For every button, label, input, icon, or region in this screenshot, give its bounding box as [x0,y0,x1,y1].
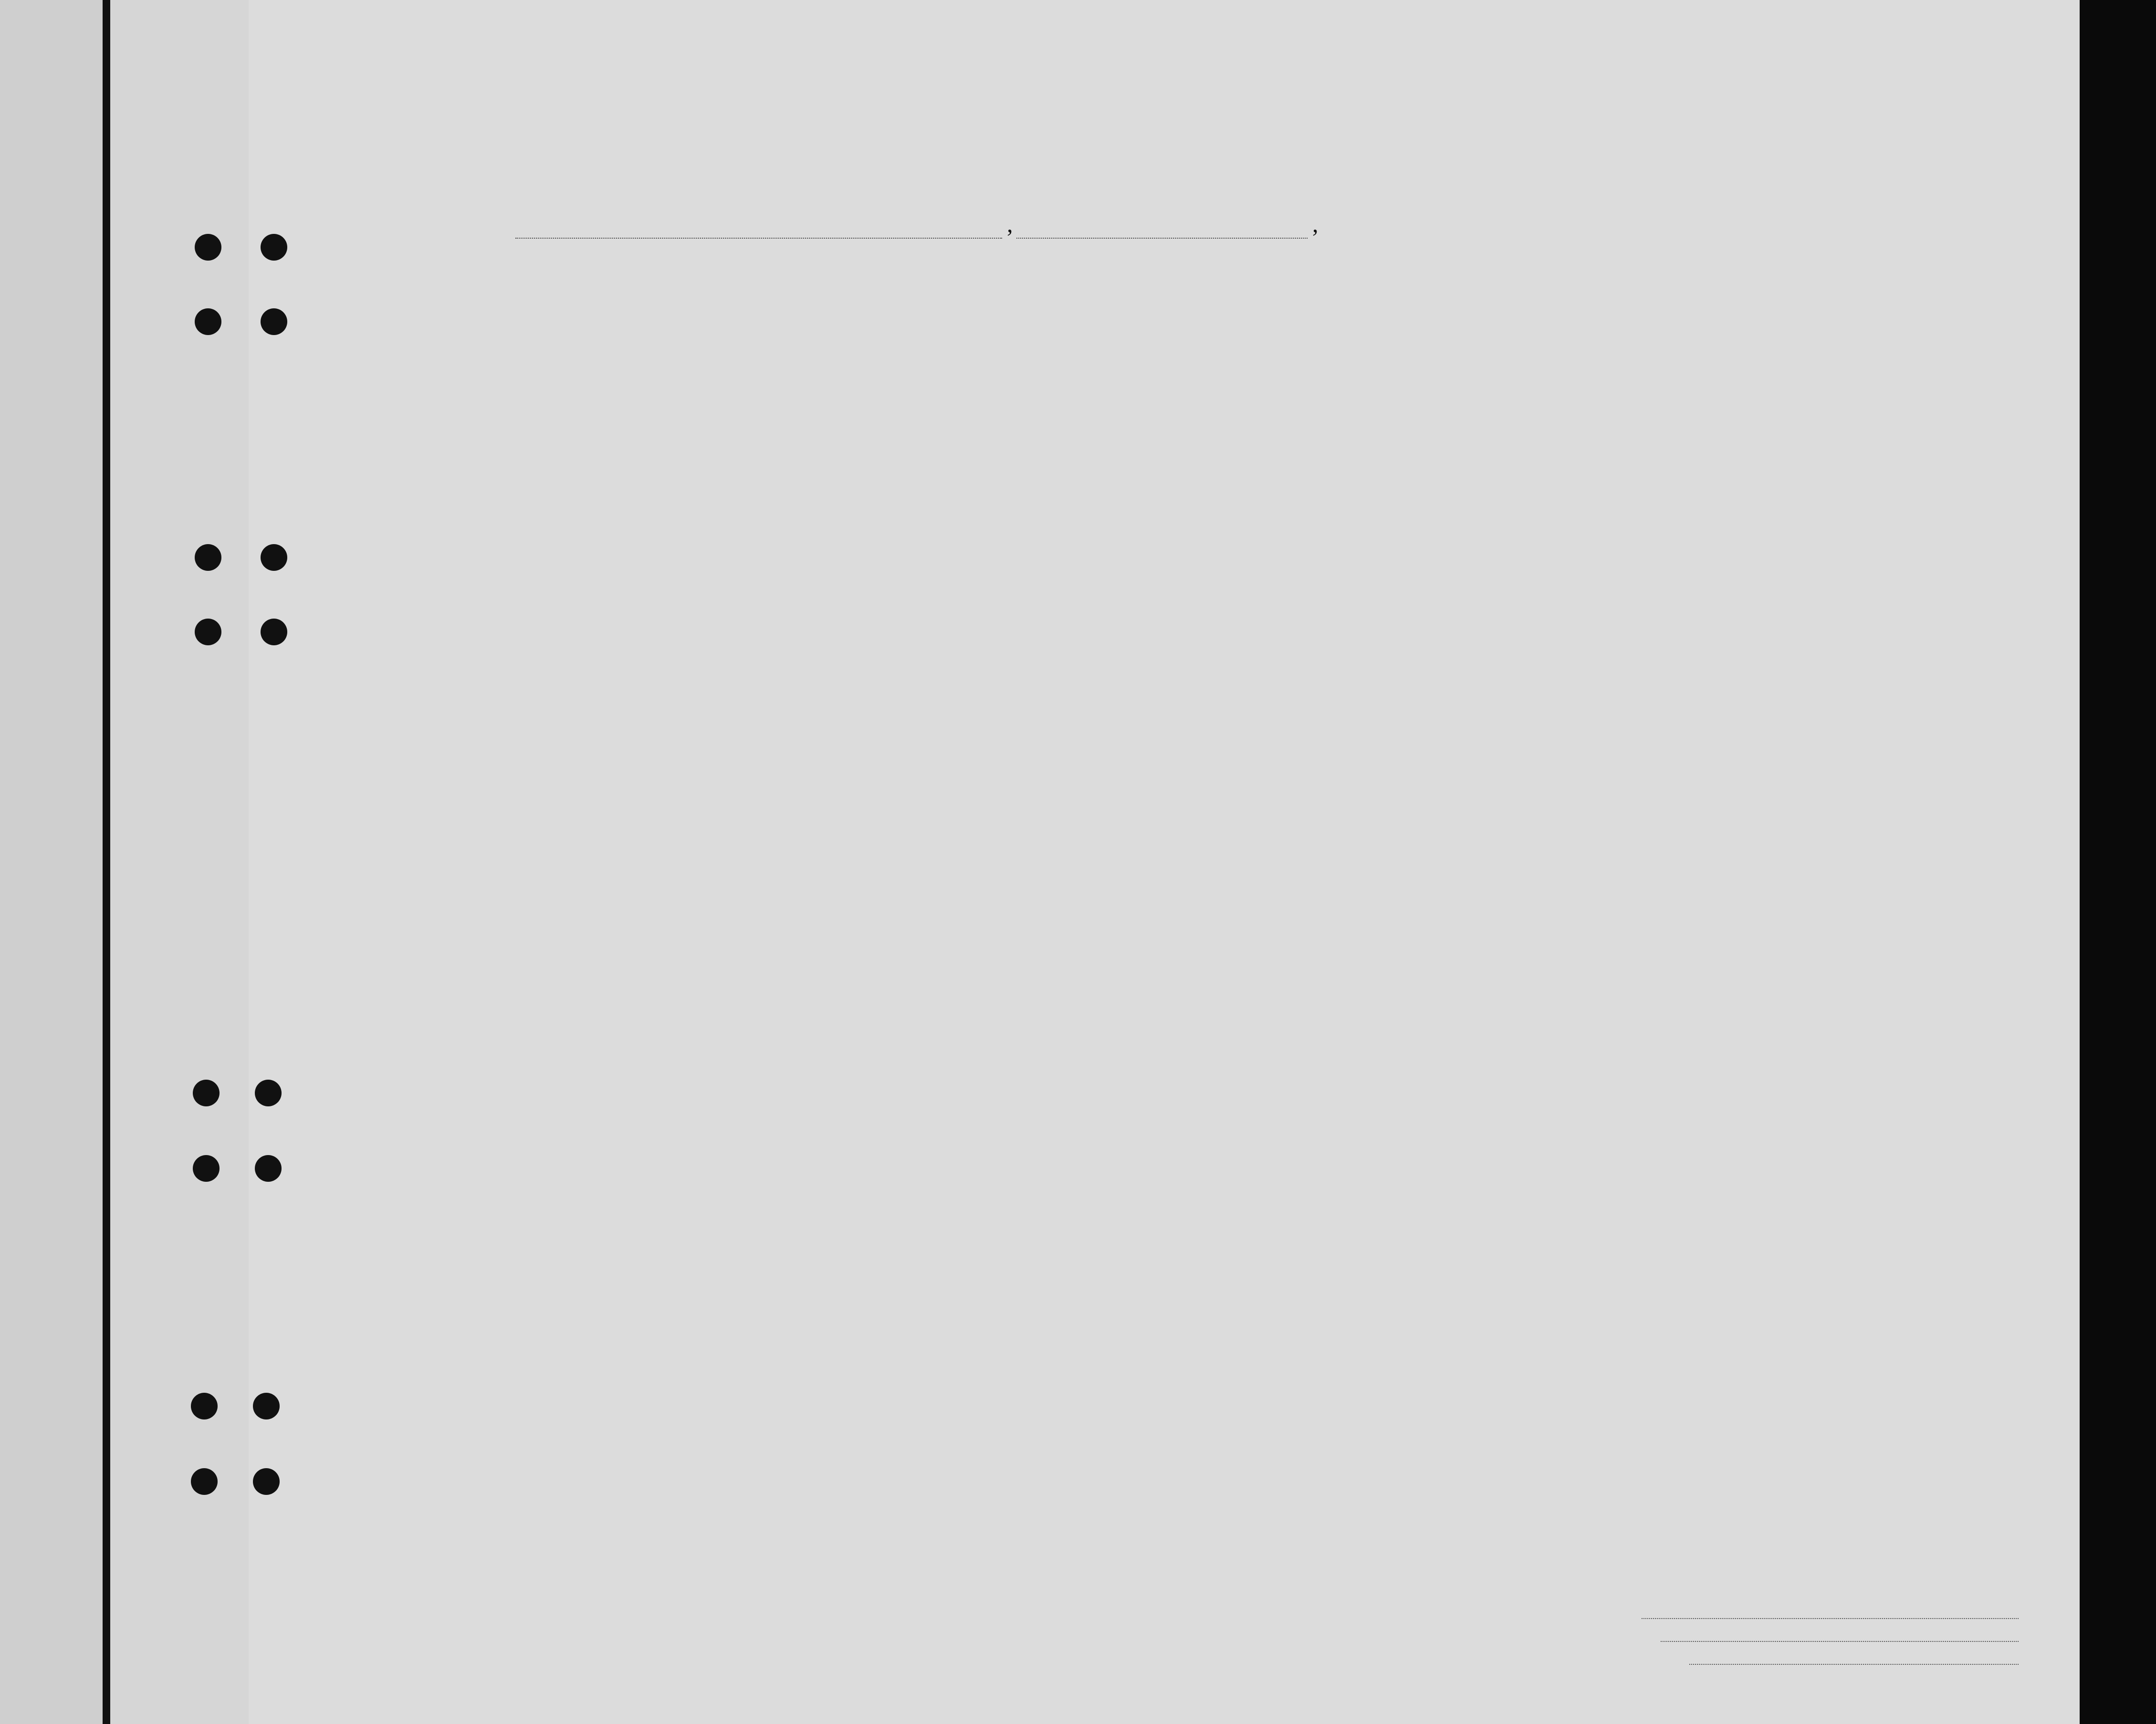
comma-2: , [1312,210,1319,237]
line-underline [1642,1618,2019,1619]
owners-underline [1661,1641,2019,1642]
agents-underline [1689,1664,2019,1665]
comma: , [1007,210,1013,237]
